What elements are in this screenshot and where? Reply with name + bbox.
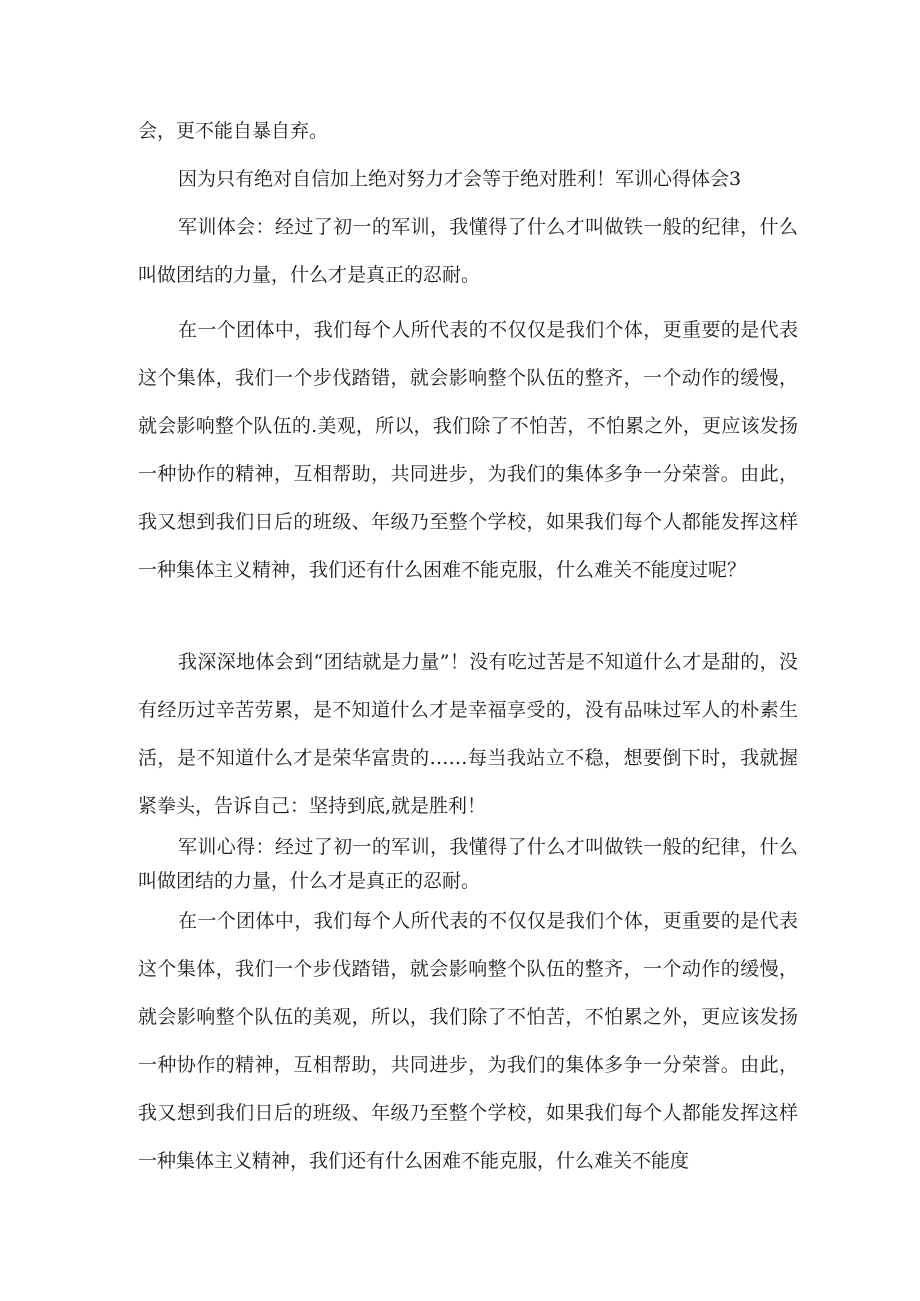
paragraph-team-spirit: 在一个团体中，我们每个人所代表的不仅仅是我们个体，更重要的是代表这个集体，我们一个步伐踏错，就会影响整个队伍的整齐，一个动作的缓慢，就会影响整个队伍的.美观，所以，我们除了不怕苦，不怕累之外，更应该发扬一种协作的精神，互相帮助，共同进步，为我们的集体多争一分荣誉。由此，我又想到我们日后的班级、年级乃至整个学校，如果我们每个人都能发挥这样一种集体主义精神，我们还有什么困难不能克服，什么难关不能度过呢？ xyxy=(138,319,798,581)
paragraph-conclusion-heading: 因为只有绝对自信加上绝对努力才会等于绝对胜利！军训心得体会3 xyxy=(178,168,742,190)
paragraph-training-reflection: 军训心得：经过了初一的军训，我懂得了什么才叫做铁一般的纪律，什么叫做团结的力量，什么才是真正的忍耐。 xyxy=(138,836,798,892)
paragraph-training-experience: 军训体会：经过了初一的军训，我懂得了什么才叫做铁一般的纪律，什么叫做团结的力量，什么才是真正的忍耐。 xyxy=(138,216,798,286)
paragraph-unity-strength: 我深深地体会到“团结就是力量”！没有吃过苦是不知道什么才是甜的，没有经历过辛苦劳累，是不知道什么才是幸福享受的，没有品味过军人的朴素生活，是不知道什么才是荣华富贵的……每当我站立不稳，想要倒下时，我就握紧拳头，告诉自己：坚持到底,就是胜利！ xyxy=(138,651,798,817)
paragraph-team-spirit-repeat: 在一个团体中，我们每个人所代表的不仅仅是我们个体，更重要的是代表这个集体，我们一个步伐踏错，就会影响整个队伍的整齐，一个动作的缓慢，就会影响整个队伍的美观，所以，我们除了不怕苦，不怕累之外，更应该发扬一种协作的精神，互相帮助，共同进步，为我们的集体多争一分荣誉。由此，我又想到我们日后的班级、年级乃至整个学校，如果我们每个人都能发挥这样一种集体主义精神，我们还有什么困难不能克服，什么难关不能度 xyxy=(138,910,798,1172)
paragraph-continuation: 会，更不能自暴自弃。 xyxy=(138,120,329,142)
